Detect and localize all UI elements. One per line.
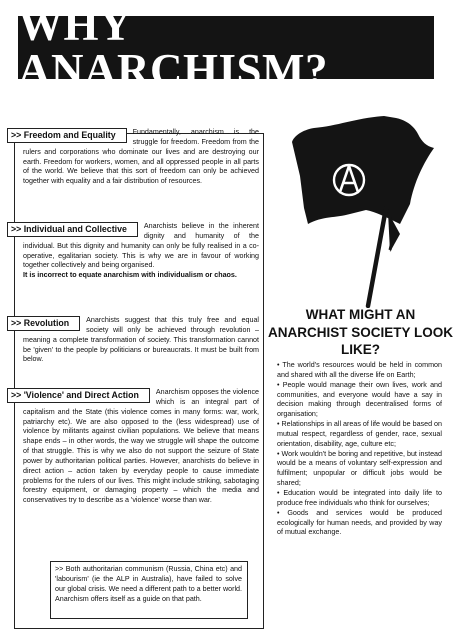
circle-a-flag-icon (276, 112, 448, 308)
section-text: Fundamentally, anarchism is the struggle for freedom. Freedom from the rulers and corporations who dominate our lives and are destroying our earth. Freedom for workers, women, and all oppressed people in all parts of the world. We believe that this sort of freedom can only be achieved together with equality and a fair distribution of resources. (23, 128, 259, 186)
society-bullet-list (277, 361, 442, 538)
section-violence-direct-action (11, 388, 259, 506)
section-heading: >> Freedom and Equality (7, 128, 127, 143)
society-heading: WHAT MIGHT AN ANARCHIST SOCIETY LOOK LIKE? (268, 307, 453, 357)
page-title: WHY ANARCHISM? (18, 0, 329, 95)
list-item: • Education would be integrated into daily life to produce free individuals who think for ourselves; (277, 488, 442, 507)
list-item: • The world's resources would be held in common and shared with all the diverse life on Earth; (277, 361, 442, 379)
section-revolution (11, 316, 259, 365)
list-item: • Goods and services would be produced ecologically for human needs, and provided by way of mutual exchange. (277, 508, 442, 537)
list-item: • Work wouldn't be boring and repetitive, but instead would be a means of voluntary self-expression and fulfilment; unpopular or difficult jobs would be shared; (277, 449, 442, 488)
title-banner (18, 0, 434, 95)
section-heading: >> 'Violence' and Direct Action (7, 388, 150, 403)
section-text: Anarchists suggest that this truly free and equal society will only be achieved through revolution – meaning a complete transformation of society. This transformation cannot be 'given' to the people by politicians or bureaucrats. It must be built from below. (23, 316, 259, 364)
section-text-bold: It is incorrect to equate anarchism with individualism or chaos. (23, 271, 237, 280)
section-heading: >> Individual and Collective (7, 222, 138, 237)
main-column (11, 128, 264, 629)
section-text-main: Anarchists believe in the inherent dignity and humanity of the individual. But this dignity and humanity can only be fully realised in a co-operative, egalitarian society. This is why we are in favour of working together collectively and being organised. (23, 222, 259, 270)
list-item: • People would manage their own lives, work and communities, and everyone would have a say in decision making through decentralised forms of organisation; (277, 380, 442, 419)
section-text: Anarchism opposes the violence which is an integral part of capitalism and the State (this violence comes in many forms: war, work, patriarchy etc). We are also opposed to the (less widespread) use of violence by militants against civilian populations. We believe that means shape ends – in other words, the way we struggle will shape the outcome of that struggle. This is why we also do not support the seizure of State power by authoritarian political parties. However, anarchists do believe in direct action – action taken by everyday people to cause immediate problems for the rulers of our lives. This might include striking, sabotaging forestry equipment, or damaging property – which the media and conservatives try to describe as a 'violence' worse than war. (23, 388, 259, 505)
inset-note: >> Both authoritarian communism (Russia, China etc) and 'labourism' (ie the ALP in Australia), have failed to solve our global crisis. We need a different path to a better world. Anarchism offers itself as a guide on that path. (50, 561, 248, 619)
section-heading: >> Revolution (7, 316, 80, 331)
list-item: • Relationships in all areas of life would be based on mutual respect, regardless of gender, race, sexual orientation, disability, age, culture etc; (277, 420, 442, 448)
section-freedom-equality (11, 128, 259, 187)
section-individual-collective (11, 222, 259, 281)
